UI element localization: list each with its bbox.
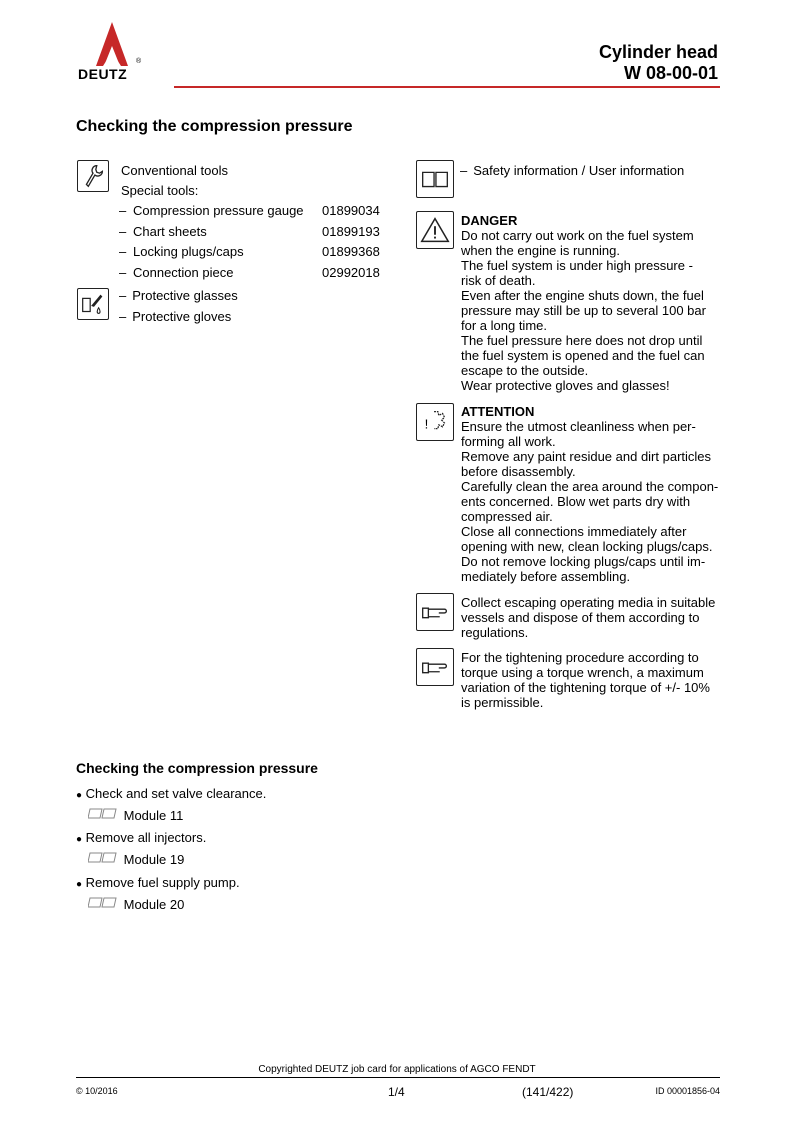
tool-row	[119, 242, 389, 263]
dash: –	[119, 223, 127, 239]
tool-name: Chart sheets	[133, 223, 207, 239]
tool-number: 01899368	[322, 244, 380, 259]
danger-note: DANGER Do not carry out work on the fuel system when the engine is running. The fuel system is under high pressure - risk of death. Even after the engine shuts down, the fuel pressure may still be up to several 100 bar for a long time. The fuel pressure here does not drop until the fuel system is opened and the fuel can escape to the outside. Wear protective gloves and glasses!	[461, 213, 706, 393]
dash: –	[119, 203, 127, 218]
tool-name: Connection piece	[133, 264, 234, 280]
disposal-note: Collect escaping operating media in suitable vessels and dispose of them according to regulations.	[461, 595, 716, 640]
tool-row	[119, 222, 389, 243]
dash: –	[119, 244, 127, 259]
danger-title: DANGER	[461, 213, 518, 228]
tool-number: 01899034	[322, 203, 380, 218]
tool-name: Compression pressure gauge	[133, 203, 304, 218]
book-icon	[88, 806, 120, 820]
module-ref[interactable]: Module 11	[76, 806, 376, 826]
page-number: 1/4	[388, 1085, 405, 1099]
header-title	[599, 42, 718, 84]
brand-name: DEUTZ	[78, 66, 128, 82]
book-icon	[88, 850, 120, 864]
registered-mark: ®	[136, 58, 142, 65]
list-item: ● Remove all injectors.	[76, 830, 207, 845]
module-ref[interactable]: Module 19	[76, 850, 376, 870]
special-tools-label: Special tools:	[121, 183, 199, 198]
svg-text:!: !	[424, 416, 429, 432]
tool-row	[119, 201, 389, 222]
tool-name: Locking plugs/caps	[133, 244, 244, 259]
safety-info-label: – Safety information / User information	[460, 163, 685, 178]
book-icon	[88, 895, 120, 909]
list-item: ● Check and set valve clearance.	[76, 786, 267, 801]
protective-list	[119, 286, 238, 327]
module-ref[interactable]: Module 20	[76, 895, 376, 915]
pointing-hand-icon	[416, 593, 454, 631]
warning-icon	[416, 211, 454, 249]
footer-divider	[76, 1077, 720, 1078]
tool-number: 01899193	[322, 223, 380, 239]
header-divider	[174, 86, 720, 88]
header-title-line1: Cylinder head	[598, 42, 718, 62]
attention-note: ATTENTION Ensure the utmost cleanliness when per- forming all work. Remove any paint residue and dirt particles before disassembly. Carefully clean the area around the compon- ents concerned. Blow wet parts dry with compressed air. Close all connections immediately after opening with new, clean locking plugs/caps. Do not remove locking plugs/caps until im- mediately before assembling.	[461, 404, 719, 584]
steps-list	[76, 784, 376, 915]
page-total: (141/422)	[522, 1085, 574, 1099]
document-id: ID 00001856-04	[655, 1086, 720, 1096]
protective-item: – Protective glasses	[119, 288, 238, 303]
torque-note: For the tightening procedure according to torque using a torque wrench, a maximum variation of the tightening torque of +/- 10% is permissible.	[461, 650, 710, 710]
pointing-hand-icon	[416, 648, 454, 686]
section-title: Checking the compression pressure	[76, 760, 318, 776]
special-tools-list	[119, 201, 389, 283]
dash: –	[119, 264, 127, 280]
wrench-icon	[77, 160, 109, 192]
attention-gear-icon	[416, 403, 454, 441]
list-item: ● Remove fuel supply pump.	[76, 875, 240, 890]
conventional-tools-label: Conventional tools	[121, 163, 228, 178]
attention-title: ATTENTION	[461, 404, 535, 419]
book-icon	[416, 160, 454, 198]
page-title: Checking the compression pressure	[76, 118, 353, 135]
protective-item: – Protective gloves	[119, 308, 232, 324]
tool-row	[119, 263, 389, 284]
protective-equipment-icon	[77, 288, 109, 320]
footer-copyright: Copyrighted DEUTZ job card for applications of AGCO FENDT	[258, 1064, 536, 1075]
footer-date: © 10/2016	[76, 1086, 118, 1096]
header-title-line2: W 08-00-01	[623, 63, 718, 83]
tool-number: 02992018	[322, 264, 380, 280]
